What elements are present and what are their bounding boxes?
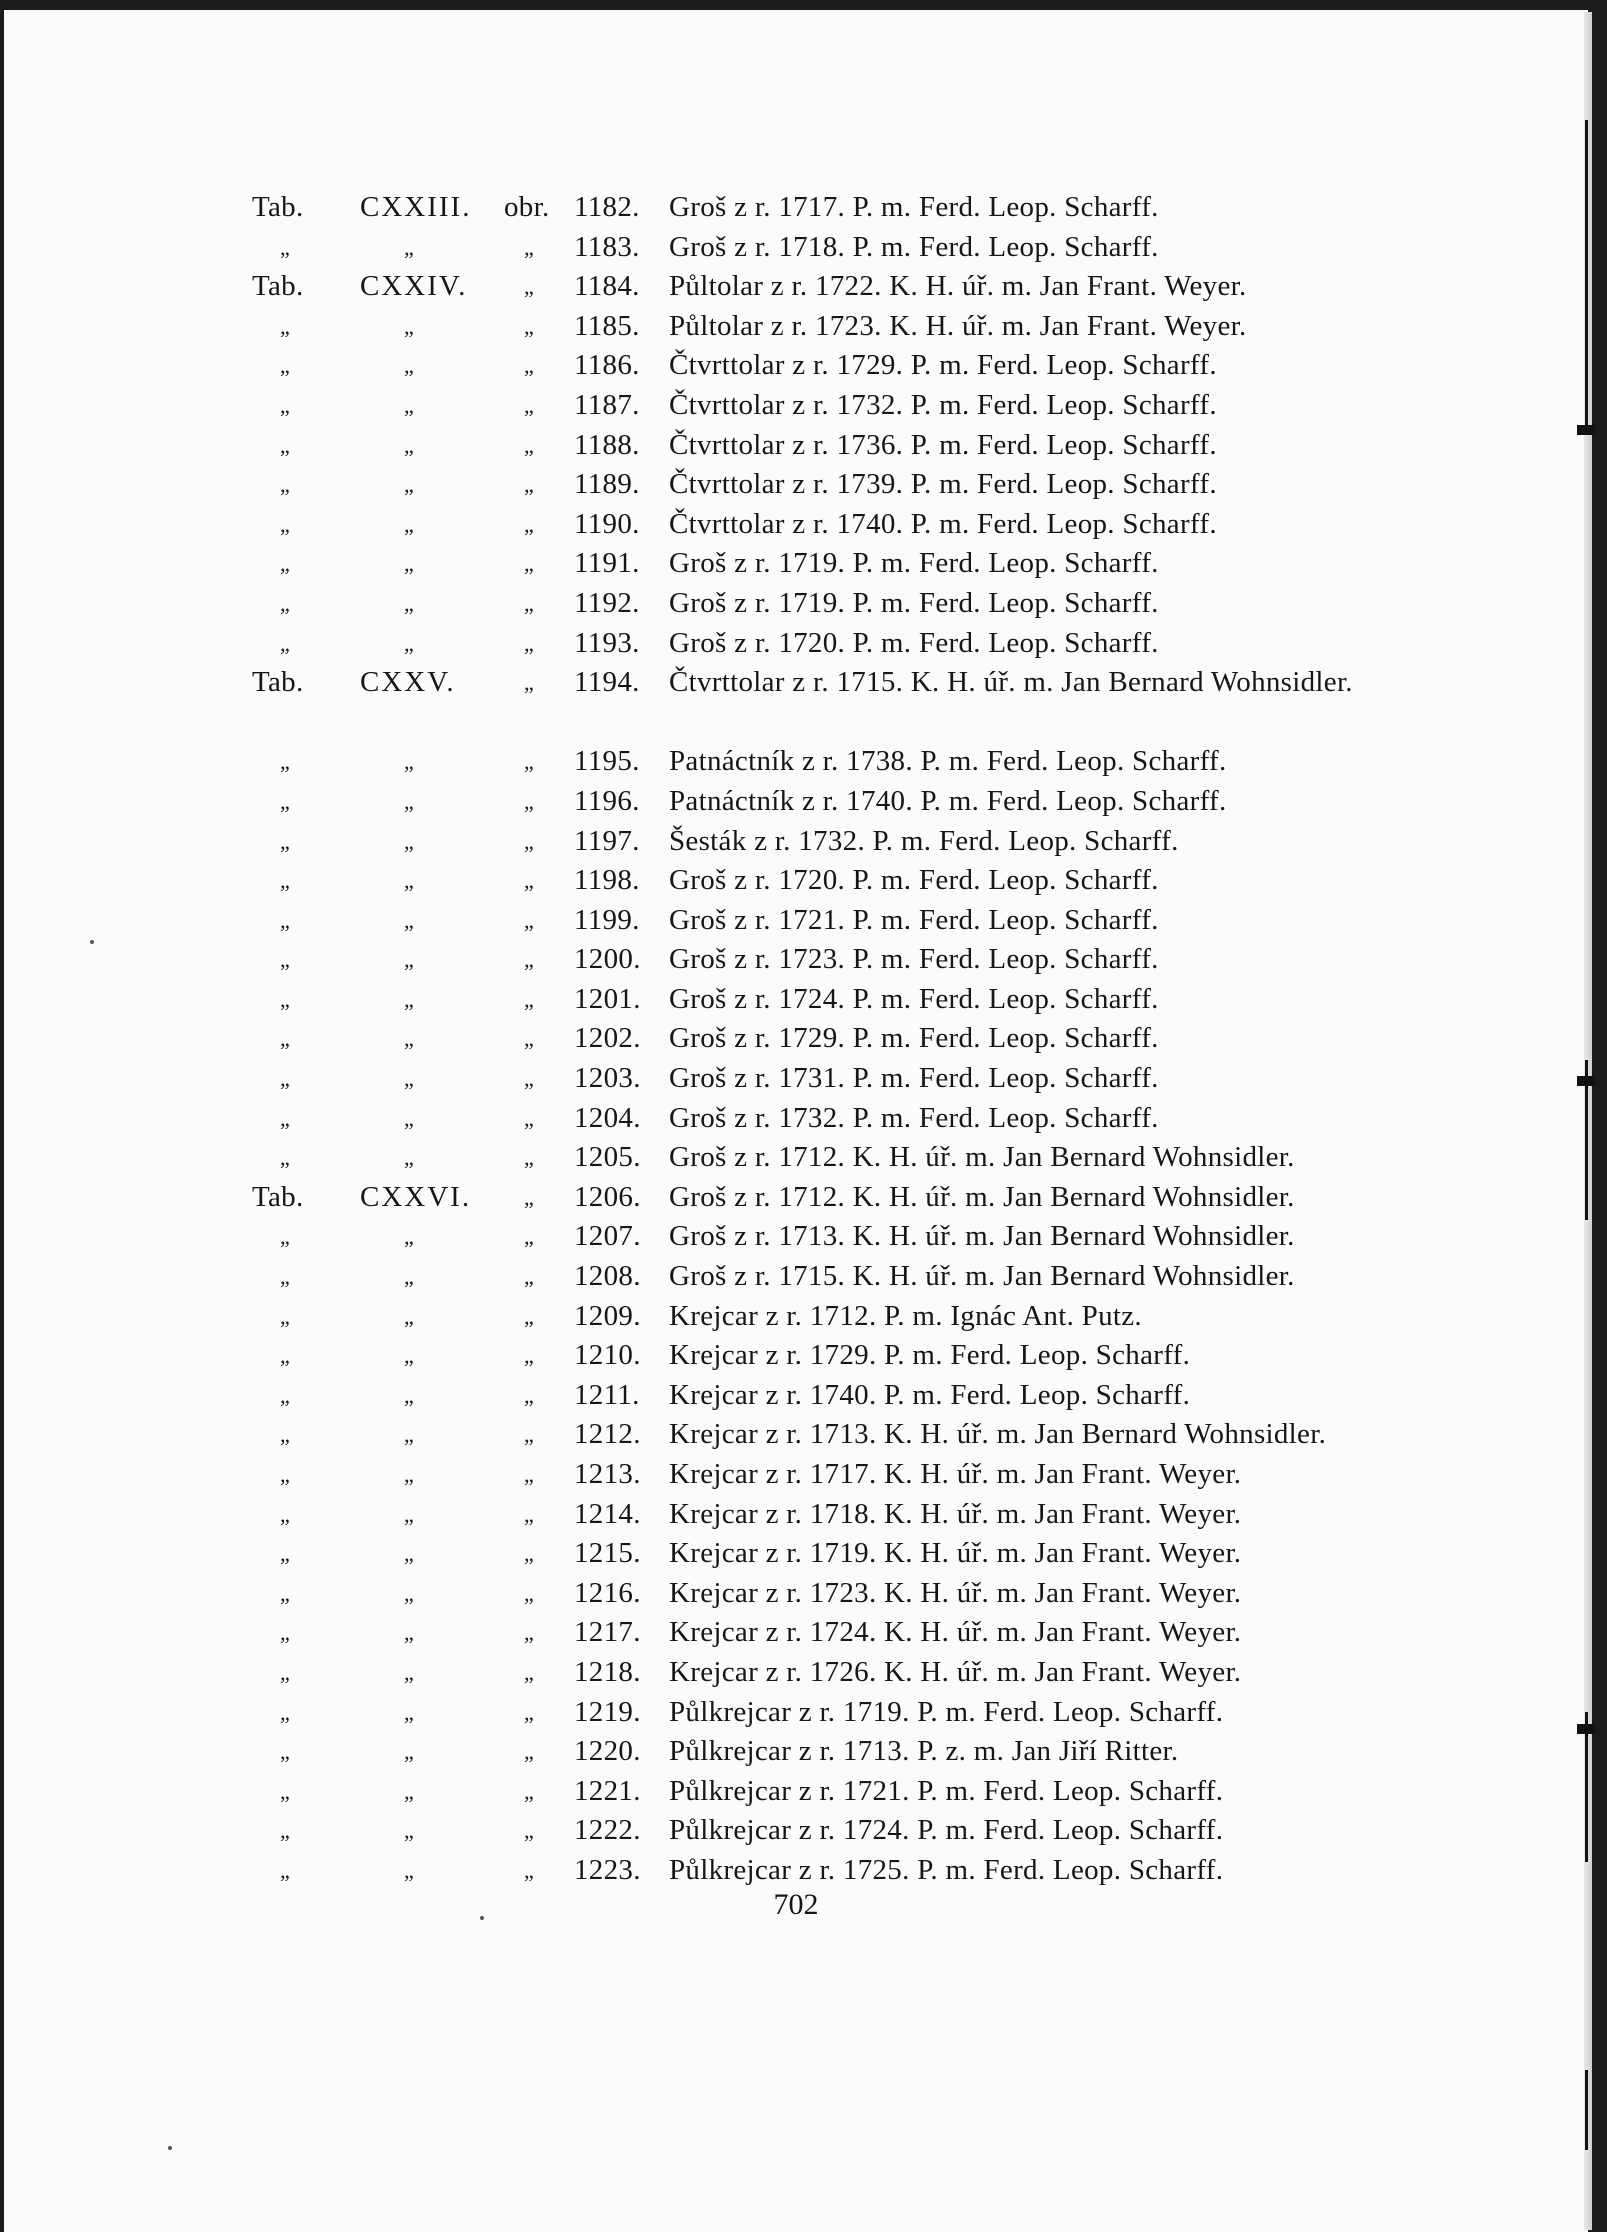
item-description: Groš z r. 1720. P. m. Ferd. Leop. Scharff. [669, 864, 1159, 897]
table-number: „ [404, 1066, 416, 1092]
figure-label: „ [524, 392, 535, 418]
item-number: 1213. [574, 1458, 641, 1490]
figure-label: „ [524, 313, 535, 339]
item-number: 1191. [574, 547, 640, 580]
item-description: Půlkrejcar z r. 1724. P. m. Ferd. Leop. Scharff. [669, 1814, 1224, 1847]
table-number: „ [404, 788, 416, 814]
table-number: „ [404, 392, 416, 418]
item-number: 1218. [574, 1655, 641, 1688]
figure-label: „ [524, 1462, 535, 1487]
item-description: Čtvrttolar z r. 1732. P. m. Ferd. Leop. Scharff. [669, 388, 1217, 421]
table-number: „ [404, 511, 416, 537]
item-description: Groš z r. 1724. P. m. Ferd. Leop. Scharff. [669, 982, 1159, 1015]
table-number: „ [404, 1659, 416, 1685]
table-label: Tab. [252, 666, 304, 699]
item-description: Čtvrttolar z r. 1729. P. m. Ferd. Leop. Scharff. [669, 349, 1217, 382]
scan-margin-line [1585, 120, 1588, 430]
item-number: 1222. [574, 1814, 641, 1847]
table-number: „ [404, 868, 416, 894]
catalog-row [244, 505, 1474, 545]
table-number: „ [404, 986, 416, 1012]
figure-label: „ [524, 1580, 535, 1606]
figure-label: „ [524, 1778, 535, 1804]
figure-label: „ [524, 788, 535, 814]
catalog-row [244, 1217, 1474, 1257]
item-number: 1200. [574, 943, 641, 976]
table-label: „ [280, 1264, 291, 1290]
table-number: „ [404, 1699, 416, 1725]
item-number: 1184. [574, 270, 640, 303]
item-description: Groš z r. 1717. P. m. Ferd. Leop. Scharff. [669, 191, 1159, 223]
figure-label: „ [524, 551, 535, 577]
table-label: „ [280, 1145, 291, 1171]
table-number: „ [404, 1857, 416, 1883]
table-label: Tab. [252, 1180, 304, 1213]
catalog-row [244, 1851, 1474, 1891]
figure-label: „ [524, 1145, 535, 1171]
figure-label: „ [524, 432, 535, 458]
catalog-row [244, 1138, 1474, 1178]
catalog-row [244, 822, 1474, 862]
catalog-row [244, 1297, 1474, 1337]
table-label: Tab. [252, 191, 304, 223]
table-number: „ [404, 1264, 416, 1290]
catalog-row [244, 980, 1474, 1020]
item-description: Půlkrejcar z r. 1719. P. m. Ferd. Leop. Scharff. [669, 1695, 1224, 1728]
item-number: 1223. [574, 1853, 641, 1886]
figure-label: „ [524, 1501, 535, 1527]
item-number: 1187. [574, 388, 640, 421]
item-number: 1215. [574, 1537, 641, 1570]
item-description: Krejcar z r. 1713. K. H. úř. m. Jan Bernard Wohnsidler. [669, 1418, 1327, 1451]
figure-label: obr. [504, 191, 550, 223]
catalog-row [244, 1099, 1474, 1139]
table-label: „ [280, 1541, 291, 1567]
table-number: „ [404, 1224, 416, 1250]
scan-speck [168, 2146, 172, 2150]
figure-label: „ [524, 1857, 535, 1883]
catalog-row [244, 465, 1474, 505]
item-description: Groš z r. 1713. K. H. úř. m. Jan Bernard Wohnsidler. [669, 1220, 1295, 1253]
table-number: CXXIII. [360, 191, 472, 223]
item-number: 1214. [574, 1497, 641, 1530]
item-description: Groš z r. 1720. P. m. Ferd. Leop. Scharff. [669, 626, 1159, 659]
table-label: „ [280, 234, 291, 260]
table-label: Tab. [252, 270, 304, 303]
table-label: „ [280, 788, 291, 814]
table-label: „ [280, 1699, 291, 1725]
table-number: „ [404, 1145, 416, 1171]
table-label: „ [280, 472, 291, 498]
table-label: „ [280, 1462, 291, 1487]
table-number: „ [404, 1501, 416, 1527]
table-label: „ [280, 511, 291, 537]
item-description: Groš z r. 1723. P. m. Ferd. Leop. Scharff. [669, 943, 1159, 976]
table-label: „ [280, 1580, 291, 1606]
table-label: „ [280, 630, 291, 656]
figure-label: „ [524, 1739, 535, 1765]
catalog-row [244, 1534, 1474, 1574]
item-number: 1204. [574, 1101, 641, 1134]
table-number: „ [404, 1422, 416, 1448]
catalog-row [244, 1178, 1474, 1218]
table-number: „ [404, 1026, 416, 1052]
table-number: „ [404, 234, 416, 260]
item-number: 1185. [574, 309, 640, 342]
item-number: 1212. [574, 1418, 641, 1451]
item-description: Čtvrttolar z r. 1715. K. H. úř. m. Jan Bernard Wohnsidler. [669, 666, 1353, 699]
table-label: „ [280, 1105, 291, 1131]
table-label: „ [280, 590, 291, 616]
item-number: 1197. [574, 824, 640, 857]
catalog-row [244, 188, 1474, 228]
item-number: 1188. [574, 428, 640, 461]
item-description: Půltolar z r. 1723. K. H. úř. m. Jan Frant. Weyer. [669, 309, 1247, 342]
item-number: 1203. [574, 1062, 641, 1095]
table-label: „ [280, 432, 291, 458]
figure-label: „ [524, 1541, 535, 1567]
item-number: 1196. [574, 784, 640, 817]
catalog-row [244, 782, 1474, 822]
table-label: „ [280, 986, 291, 1012]
item-number: 1217. [574, 1616, 641, 1649]
catalog-row [244, 861, 1474, 901]
table-label: „ [280, 392, 291, 418]
catalog-row [244, 1336, 1474, 1376]
table-label: „ [280, 1026, 291, 1052]
table-number: „ [404, 749, 416, 775]
table-label: „ [280, 1224, 291, 1250]
item-description: Patnáctník z r. 1738. P. m. Ferd. Leop. Scharff. [669, 745, 1227, 778]
table-number: „ [404, 1382, 416, 1408]
table-label: „ [280, 1739, 291, 1765]
catalog-row [244, 1772, 1474, 1812]
table-label: „ [280, 1422, 291, 1448]
item-description: Groš z r. 1715. K. H. úř. m. Jan Bernard Wohnsidler. [669, 1260, 1295, 1293]
item-description: Půlkrejcar z r. 1713. P. z. m. Jan Jiří Ritter. [669, 1735, 1179, 1768]
item-description: Patnáctník z r. 1740. P. m. Ferd. Leop. Scharff. [669, 784, 1227, 817]
figure-label: „ [524, 1343, 535, 1369]
catalog-row [244, 1455, 1474, 1495]
table-label: „ [280, 749, 291, 775]
figure-label: „ [524, 1026, 535, 1052]
table-number: CXXVI. [360, 1180, 472, 1213]
item-description: Krejcar z r. 1723. K. H. úř. m. Jan Frant. Weyer. [669, 1576, 1242, 1609]
table-label: „ [280, 1659, 291, 1685]
table-number: „ [404, 1462, 416, 1487]
figure-label: „ [524, 1818, 535, 1844]
figure-label: „ [524, 1422, 535, 1448]
figure-label: „ [524, 1303, 535, 1329]
figure-label: „ [524, 1264, 535, 1290]
item-description: Groš z r. 1718. P. m. Ferd. Leop. Scharff. [669, 230, 1159, 263]
figure-label: „ [524, 274, 535, 300]
table-number: „ [404, 313, 416, 339]
item-description: Groš z r. 1712. K. H. úř. m. Jan Bernard Wohnsidler. [669, 1180, 1295, 1213]
catalog-row [244, 1059, 1474, 1099]
item-number: 1207. [574, 1220, 641, 1253]
item-number: 1186. [574, 349, 640, 382]
figure-label: „ [524, 590, 535, 616]
item-number: 1219. [574, 1695, 641, 1728]
item-number: 1221. [574, 1774, 641, 1807]
item-description: Krejcar z r. 1729. P. m. Ferd. Leop. Scharff. [669, 1339, 1191, 1372]
table-number: „ [404, 1105, 416, 1131]
figure-label: „ [524, 353, 535, 379]
scan-margin-line [1585, 1712, 1588, 1862]
item-number: 1198. [574, 864, 640, 897]
figure-label: „ [524, 670, 535, 696]
figure-label: „ [524, 1382, 535, 1408]
item-number: 1189. [574, 468, 640, 501]
item-number: 1206. [574, 1180, 641, 1213]
document-page [4, 10, 1588, 2232]
scan-speck [90, 940, 94, 944]
table-label: „ [280, 313, 291, 339]
table-number: „ [404, 1580, 416, 1606]
item-number: 1216. [574, 1576, 641, 1609]
table-number: „ [404, 828, 416, 854]
catalog-row [244, 901, 1474, 941]
scan-margin-line [1585, 2070, 1588, 2150]
item-number: 1194. [574, 666, 640, 699]
table-number: „ [404, 590, 416, 616]
table-number: CXXV. [360, 666, 456, 699]
table-label: „ [280, 1343, 291, 1369]
item-description: Groš z r. 1719. P. m. Ferd. Leop. Scharff. [669, 586, 1159, 619]
table-number: „ [404, 1818, 416, 1844]
table-number: „ [404, 1303, 416, 1329]
figure-label: „ [524, 1699, 535, 1725]
catalog-row [244, 386, 1474, 426]
figure-label: „ [524, 234, 535, 260]
catalog-row [244, 1574, 1474, 1614]
figure-label: „ [524, 472, 535, 498]
item-number: 1201. [574, 982, 641, 1015]
item-description: Krejcar z r. 1719. K. H. úř. m. Jan Frant. Weyer. [669, 1537, 1242, 1570]
item-description: Groš z r. 1712. K. H. úř. m. Jan Bernard Wohnsidler. [669, 1141, 1295, 1174]
scan-margin-marker [1577, 1076, 1595, 1086]
catalog-row [244, 1653, 1474, 1693]
table-label: „ [280, 1382, 291, 1408]
catalog-row [244, 1376, 1474, 1416]
catalog-row [244, 1495, 1474, 1535]
item-number: 1183. [574, 230, 640, 263]
table-number: „ [404, 630, 416, 656]
item-description: Groš z r. 1719. P. m. Ferd. Leop. Scharff. [669, 547, 1159, 580]
figure-label: „ [524, 1105, 535, 1131]
figure-label: „ [524, 828, 535, 854]
table-label: „ [280, 1620, 291, 1646]
table-label: „ [280, 353, 291, 379]
item-description: Krejcar z r. 1740. P. m. Ferd. Leop. Scharff. [669, 1378, 1191, 1411]
figure-label: „ [524, 511, 535, 537]
catalog-row [244, 663, 1474, 742]
item-number: 1199. [574, 903, 640, 936]
table-number: „ [404, 1739, 416, 1765]
item-description: Groš z r. 1732. P. m. Ferd. Leop. Scharff. [669, 1101, 1159, 1134]
catalog-row [244, 1415, 1474, 1455]
table-label: „ [280, 1501, 291, 1527]
figure-label: „ [524, 749, 535, 775]
item-description: Šesták z r. 1732. P. m. Ferd. Leop. Scharff. [669, 824, 1179, 857]
table-label: „ [280, 868, 291, 894]
figure-label: „ [524, 868, 535, 894]
item-number: 1208. [574, 1260, 641, 1293]
catalog-row [244, 584, 1474, 624]
scan-speck [480, 1916, 484, 1920]
table-number: „ [404, 1343, 416, 1369]
item-number: 1220. [574, 1735, 641, 1768]
catalog-row [244, 544, 1474, 584]
scan-margin-marker [1577, 425, 1595, 435]
table-label: „ [280, 947, 291, 973]
item-number: 1202. [574, 1022, 641, 1055]
catalog-row [244, 426, 1474, 466]
item-number: 1192. [574, 586, 640, 619]
catalog-row [244, 624, 1474, 664]
table-number: „ [404, 1778, 416, 1804]
figure-label: „ [524, 630, 535, 656]
item-number: 1193. [574, 626, 640, 659]
table-number: „ [404, 551, 416, 577]
table-number: „ [404, 907, 416, 933]
item-number: 1182. [574, 191, 640, 223]
item-description: Krejcar z r. 1718. K. H. úř. m. Jan Frant. Weyer. [669, 1497, 1242, 1530]
item-number: 1195. [574, 745, 640, 778]
figure-label: „ [524, 1659, 535, 1685]
coin-catalog-list [244, 188, 1474, 1891]
table-number: „ [404, 1620, 416, 1646]
item-description: Groš z r. 1731. P. m. Ferd. Leop. Scharff. [669, 1062, 1159, 1095]
table-number: „ [404, 472, 416, 498]
figure-label: „ [524, 1066, 535, 1092]
table-number: „ [404, 947, 416, 973]
item-description: Krejcar z r. 1712. P. m. Ignác Ant. Putz. [669, 1299, 1142, 1332]
item-description: Čtvrttolar z r. 1736. P. m. Ferd. Leop. Scharff. [669, 428, 1217, 461]
item-description: Čtvrttolar z r. 1740. P. m. Ferd. Leop. Scharff. [669, 507, 1217, 540]
figure-label: „ [524, 907, 535, 933]
item-description: Půlkrejcar z r. 1721. P. m. Ferd. Leop. Scharff. [669, 1774, 1224, 1807]
table-label: „ [280, 1857, 291, 1883]
catalog-row [244, 940, 1474, 980]
table-label: „ [280, 907, 291, 933]
catalog-row [244, 307, 1474, 347]
catalog-row [244, 1019, 1474, 1059]
item-description: Čtvrttolar z r. 1739. P. m. Ferd. Leop. Scharff. [669, 468, 1217, 501]
catalog-row [244, 1613, 1474, 1653]
item-description: Groš z r. 1721. P. m. Ferd. Leop. Scharff. [669, 903, 1159, 936]
item-number: 1205. [574, 1141, 641, 1174]
figure-label: „ [524, 1184, 535, 1210]
figure-label: „ [524, 1620, 535, 1646]
table-label: „ [280, 1818, 291, 1844]
table-label: „ [280, 1066, 291, 1092]
item-description: Krejcar z r. 1726. K. H. úř. m. Jan Frant. Weyer. [669, 1655, 1242, 1688]
item-description: Krejcar z r. 1724. K. H. úř. m. Jan Frant. Weyer. [669, 1616, 1242, 1649]
catalog-row [244, 346, 1474, 386]
catalog-row [244, 1693, 1474, 1733]
item-number: 1190. [574, 507, 640, 540]
item-number: 1210. [574, 1339, 641, 1372]
item-description: Půlkrejcar z r. 1725. P. m. Ferd. Leop. Scharff. [669, 1853, 1224, 1886]
catalog-row [244, 742, 1474, 782]
catalog-row [244, 1732, 1474, 1772]
catalog-row [244, 228, 1474, 268]
item-description: Groš z r. 1729. P. m. Ferd. Leop. Scharff. [669, 1022, 1159, 1055]
catalog-row [244, 1811, 1474, 1851]
item-number: 1211. [574, 1378, 640, 1411]
item-description: Krejcar z r. 1717. K. H. úř. m. Jan Frant. Weyer. [669, 1458, 1242, 1490]
table-label: „ [280, 828, 291, 854]
table-number: „ [404, 353, 416, 379]
catalog-row [244, 267, 1474, 307]
item-number: 1209. [574, 1299, 641, 1332]
table-number: „ [404, 1541, 416, 1567]
page-number: 702 [773, 1888, 819, 1921]
table-label: „ [280, 1778, 291, 1804]
item-description: Půltolar z r. 1722. K. H. úř. m. Jan Frant. Weyer. [669, 270, 1247, 303]
catalog-row [244, 1257, 1474, 1297]
table-label: „ [280, 1303, 291, 1329]
figure-label: „ [524, 947, 535, 973]
table-number: „ [404, 432, 416, 458]
table-label: „ [280, 551, 291, 577]
figure-label: „ [524, 1224, 535, 1250]
table-number: CXXIV. [360, 270, 468, 303]
figure-label: „ [524, 986, 535, 1012]
